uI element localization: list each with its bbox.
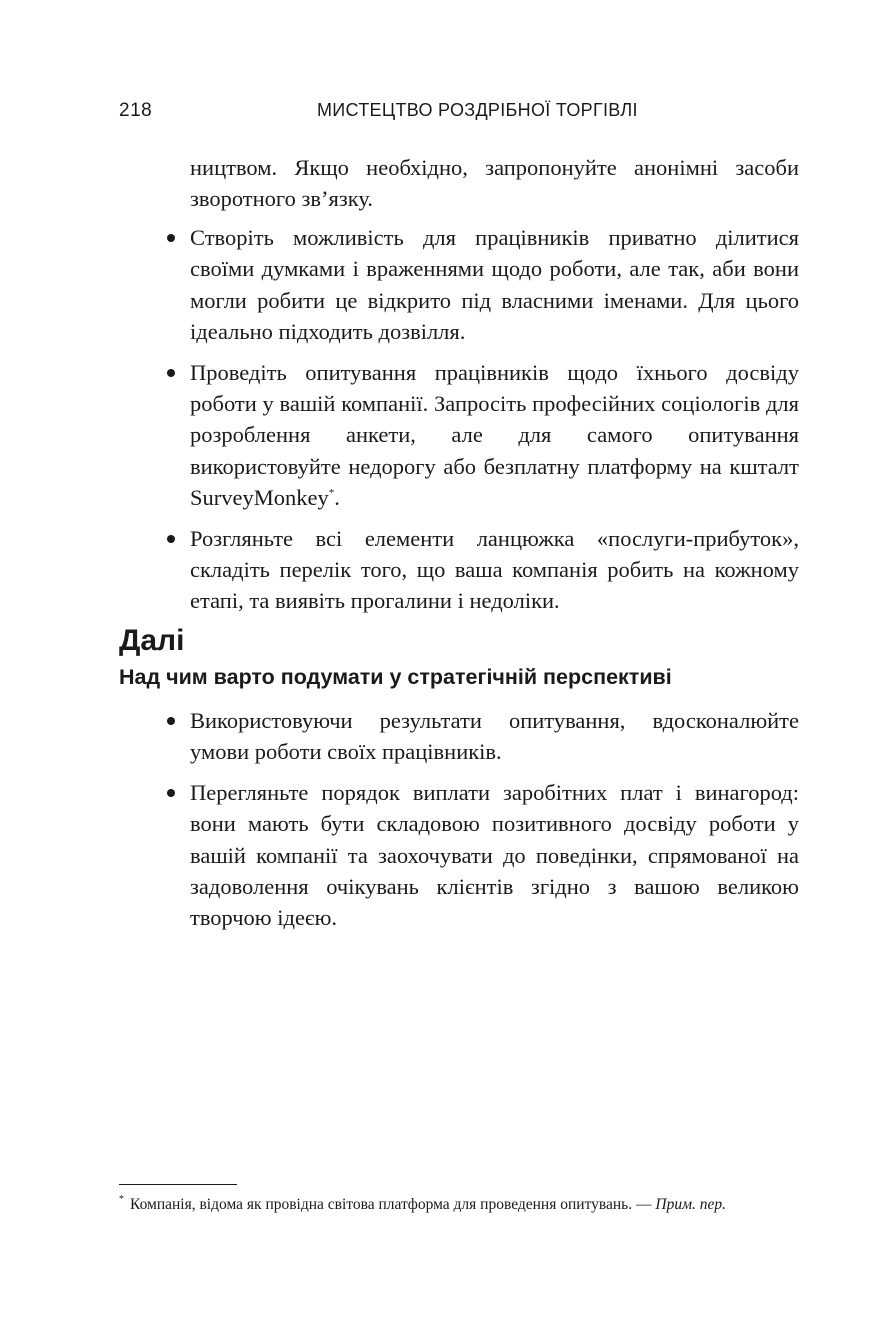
list-item-text: Перегляньте порядок виплати заробітних плат і винагород: вони мають бути складовою позитивного досвіду роботи у вашій компанії та заохочувати до поведінки, спрямованої на задоволення очікувань клієнтів згідно з вашою великою творчою ідеєю. [190, 780, 799, 931]
list-item-text: Використовуючи результати опитування, вдосконалюйте умови роботи своїх працівників. [190, 708, 799, 765]
list-item-text: Проведіть опитування працівників щодо їхнього досвіду роботи у вашій компанії. Запросіть професійних соціологів для розроблення анкети, але для самого опитування використовуйте недорогу або безплатну платформу на кшталт SurveyMonkey [190, 359, 799, 510]
list-item [190, 777, 799, 933]
section-subtitle: Над чим варто подумати у стратегічній перспективі [119, 665, 672, 689]
continuation-paragraph: ництвом. Якщо необхідно, запропонуйте анонімні засоби зворотного зв’язку. [190, 155, 799, 212]
footnote-reference: * [328, 486, 335, 499]
strategic-list [190, 705, 799, 943]
footnote [119, 1194, 809, 1216]
list-item [190, 523, 799, 617]
translator-note: Прим. пер. [655, 1196, 726, 1213]
footnote-marker: * [119, 1194, 124, 1205]
list-item [190, 222, 799, 347]
footnote-text: Компанія, відома як провідна світова платформа для проведення опитувань. — [130, 1196, 656, 1213]
list-item-text: Розгляньте всі елементи ланцюжка «послуги-прибуток», складіть перелік того, що ваша компанія робить на кожному етапі, та виявіть прогалини і недоліки. [190, 525, 799, 614]
section-title: Далі [119, 624, 185, 657]
page-header [119, 100, 799, 130]
recommendations-list [190, 222, 799, 626]
page-number: 218 [119, 100, 153, 121]
running-title: МИСТЕЦТВО РОЗДРІБНОЇ ТОРГІВЛІ [317, 100, 638, 120]
list-item-tail: . [334, 484, 340, 510]
list-item-text: Створіть можливість для працівників приватно ділитися своїми думками і враженнями щодо роботи, але так, аби вони могли робити це відкрито під власними іменами. Для цього ідеально підходить дозвілля. [190, 225, 799, 344]
list-item [190, 705, 799, 768]
list-item [190, 357, 799, 513]
footnote-divider [119, 1184, 237, 1185]
